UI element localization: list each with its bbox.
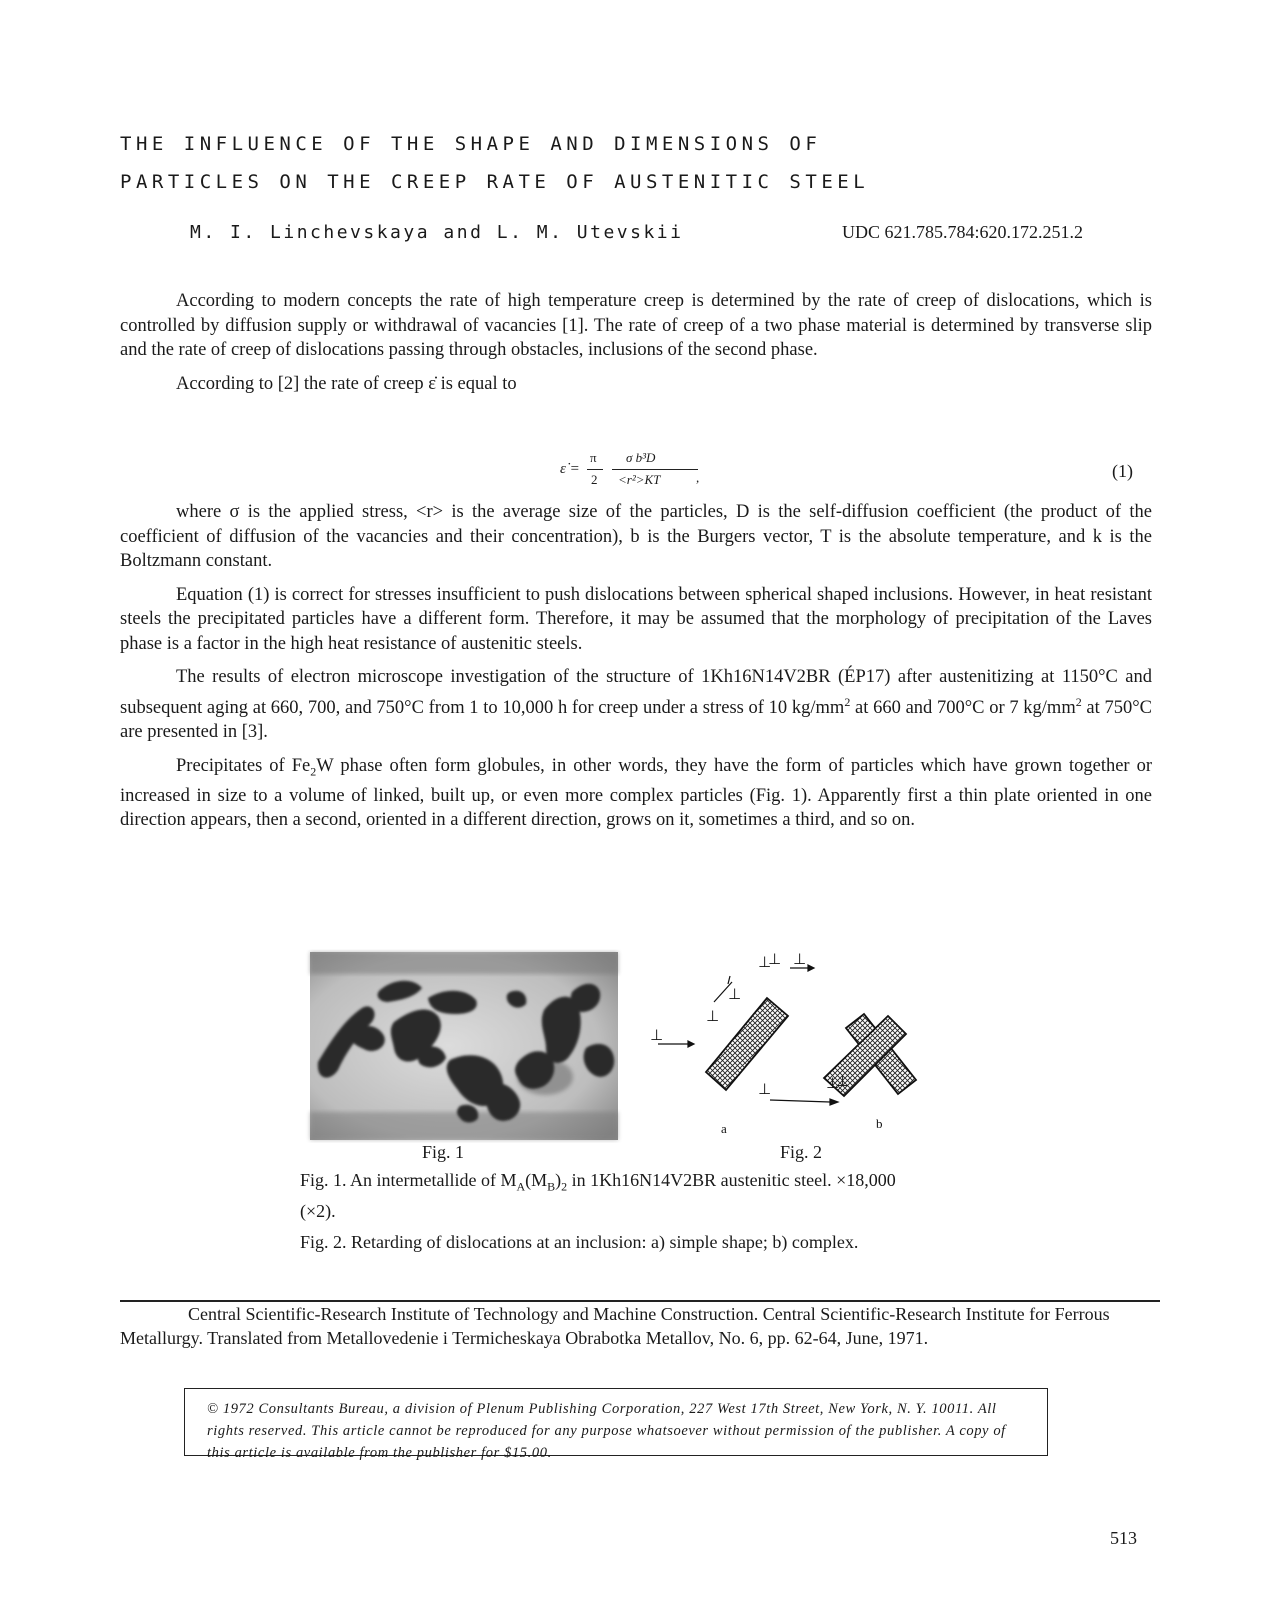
dislocation-symbol: ⊥ — [650, 1026, 664, 1044]
equation-pi: π — [590, 450, 597, 465]
page-number: 513 — [1110, 1528, 1137, 1548]
equation-comma: , — [696, 470, 700, 485]
affiliation-footnote: Central Scientific-Research Institute of Technology and Machine Construction. Central Scientific-Research Institute for Ferrous Metallurgy. Translated from Metallovedenie i Termicheskaya Obrabotka Metallov, No. 6, pp. 62-64, June, 1971. — [120, 1304, 1110, 1348]
article-title-line-1: THE INFLUENCE OF THE SHAPE AND DIMENSIONS OF — [120, 133, 822, 155]
paragraph-6: Precipitates of $Fe_2W$ phase often form globules, in other words, they have the form of particles which have grown together or increased in size to a volume of linked, built up, or even more complex particles (Fig. 1). Apparently first a thin plate oriented in one direction appears, then a second, oriented in a different direction, grows on it, sometimes a third, and so on. — [120, 755, 1152, 831]
dislocation-symbol: ⊥ — [836, 1072, 850, 1090]
equation-two: 2 — [591, 472, 598, 487]
equation-lhs: ε̇ = — [560, 461, 580, 477]
fig1-label: Fig. 1 — [422, 1142, 465, 1162]
authors: M. I. Linchevskaya and L. M. Utevskii — [190, 222, 684, 243]
equation-number: (1) — [1112, 461, 1133, 481]
dislocation-symbol: ⊥ — [728, 985, 742, 1003]
equation-numerator: σ b³D — [626, 450, 656, 465]
dislocation-symbol: ⊥ — [826, 1074, 840, 1092]
paragraph-2: According to [2] the rate of creep ε̇ is equal to — [176, 373, 517, 394]
equation-fraction-bar-1 — [587, 469, 603, 470]
figure-1-micrograph — [310, 952, 618, 1140]
dislocation-symbol: ⊥ — [758, 953, 772, 971]
dislocation-symbol: ⊥ — [758, 1080, 772, 1098]
equation-denominator: <r²>KT — [618, 472, 661, 487]
main-text-block — [120, 500, 1152, 833]
micrograph-image — [310, 952, 618, 1140]
udc-code: UDC 621.785.784:620.172.251.2 — [842, 222, 1084, 242]
equation-1 — [560, 448, 760, 492]
intro-block — [120, 289, 1152, 396]
figure-2-diagram — [650, 950, 950, 1140]
fig2-label: Fig. 2 — [780, 1142, 823, 1162]
dislocation-diagram — [650, 950, 950, 1140]
caption-figure-2: Fig. 2. Retarding of dislocations at an inclusion: a) simple shape; b) complex. — [300, 1232, 859, 1252]
caption-figure-1: Fig. 1. An intermetallide of $M_A(M_B)_2$ in 1Kh16N14V2BR austenitic steel. ×18,000 (×2). — [300, 1170, 896, 1221]
fig2-sublabel-b: b — [876, 1116, 883, 1131]
article-title-line-2: PARTICLES ON THE CREEP RATE OF AUSTENITIC STEEL — [120, 171, 870, 193]
dislocation-symbol: ⊥ — [793, 950, 807, 968]
copyright-notice: © 1972 Consultants Bureau, a division of Plenum Publishing Corporation, 227 West 17th Street, New York, N. Y. 10011. All rights reserved. This article cannot be reproduced for any purpose whatsoever without permission of the publisher. A copy of this article is available from the publisher for $15.00. — [184, 1388, 1048, 1456]
paragraph-4: Equation (1) is correct for stresses insufficient to push dislocations between spherical shaped inclusions. However, in heat resistant steels the precipitated particles have a different form. Therefore, it may be assumed that the morphology of precipitation of the Laves phase is a factor in the high heat resistance of austenitic steels. — [120, 584, 1152, 654]
equation-fraction-bar-2 — [612, 469, 698, 470]
fig2-sublabel-a: a — [721, 1121, 727, 1136]
dislocation-symbol: ⊥ — [706, 1007, 720, 1025]
paragraph-5: The results of electron microscope investigation of the structure of 1Kh16N14V2BR (ÉP17) after austenitizing at 1150°C and subsequent aging at 660, 700, and 750°C from 1 to 10,000 h for creep under a stress of 10 $kg/mm^2$ at 660 and 700°C or 7 $kg/mm^2$ at 750°C are presented in [3]. — [120, 667, 1152, 743]
dislocation-symbol: ⊥ — [768, 950, 782, 968]
paragraph-3: where σ is the applied stress, <r> is the average size of the particles, D is the self-diffusion coefficient (the product of the coefficient of diffusion of the vacancies and their concentration), b is the Burgers vector, T is the absolute temperature, and k is the Boltzmann constant. — [120, 502, 1152, 571]
paragraph-1: According to modern concepts the rate of high temperature creep is determined by the rate of creep of dislocations, which is controlled by diffusion supply or withdrawal of vacancies [1]. The rate of creep of a two phase material is determined by transverse slip and the rate of creep of dislocations passing through obstacles, inclusions of the second phase. — [120, 291, 1152, 360]
